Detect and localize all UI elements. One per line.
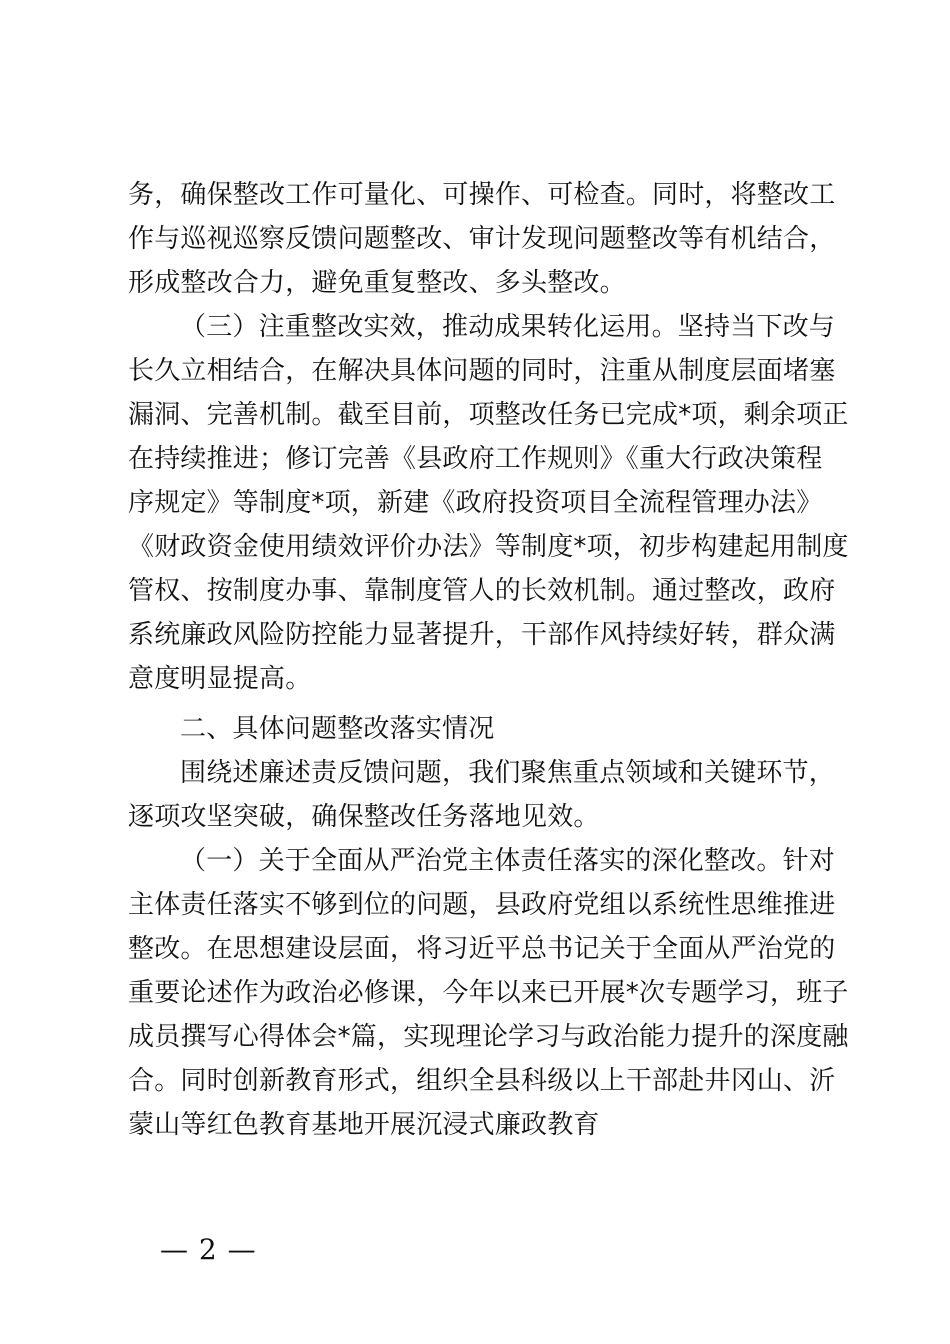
text-line-18: 整改。在思想建设层面，将习近平总书记关于全面从严治党的 xyxy=(128,934,836,964)
text-line-15: 逐项攻坚突破，确保整改任务落地见效。 xyxy=(128,802,600,832)
text-line-20: 成员撰写心得体会*篇，实现理论学习与政治能力提升的深度融 xyxy=(128,1022,849,1052)
section-one-heading-line: （一）关于全面从严治党主体责任落实的深化整改。针对 xyxy=(180,846,836,876)
text-line-9: 《财政资金使用绩效评价办法》等制度*项，初步构建起用制度 xyxy=(128,532,849,562)
text-line-6: 漏洞、完善机制。截至目前，项整改任务已完成*项，剩余项正 xyxy=(128,400,849,430)
text-line-12: 意度明显提高。 xyxy=(128,664,312,694)
text-line-3: 形成整改合力，避免重复整改、多头整改。 xyxy=(128,268,626,298)
text-line-2: 作与巡视巡察反馈问题整改、审计发现问题整改等有机结合， xyxy=(128,224,836,254)
text-line-19: 重要论述作为政治必修课，今年以来已开展*次专题学习，班子 xyxy=(128,978,849,1008)
text-line-21: 合。同时创新教育形式，组织全县科级以上干部赴井冈山、沂 xyxy=(128,1066,836,1096)
page-number: — 2 — xyxy=(160,1233,257,1266)
text-line-8: 序规定》等制度*项，新建《政府投资项目全流程管理办法》 xyxy=(128,488,823,518)
text-line-22: 蒙山等红色教育基地开展沉浸式廉政教育 xyxy=(128,1110,600,1140)
section-three-heading-line: （三）注重整改实效，推动成果转化运用。坚持当下改与 xyxy=(180,312,836,342)
text-line-10: 管权、按制度办事、靠制度管人的长效机制。通过整改，政府 xyxy=(128,576,836,606)
text-line-14: 围绕述廉述责反馈问题，我们聚焦重点领域和关键环节， xyxy=(180,758,836,788)
text-line-11: 系统廉政风险防控能力显著提升，干部作风持续好转，群众满 xyxy=(128,620,836,650)
text-line-17: 主体责任落实不够到位的问题，县政府党组以系统性思维推进 xyxy=(128,890,836,920)
text-line-7: 在持续推进；修订完善《县政府工作规则》《重大行政决策程 xyxy=(128,444,823,474)
text-line-5: 长久立相结合，在解决具体问题的同时，注重从制度层面堵塞 xyxy=(128,356,836,386)
section-two-heading: 二、具体问题整改落实情况 xyxy=(180,714,495,744)
text-line-1: 务，确保整改工作可量化、可操作、可检查。同时，将整改工 xyxy=(128,180,836,210)
